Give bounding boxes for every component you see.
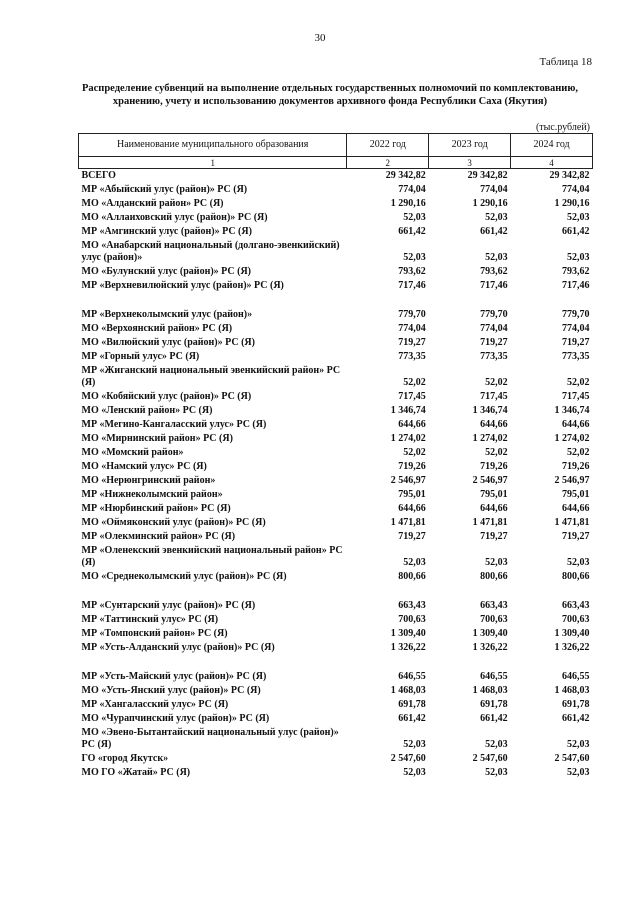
value-2024: 719,26	[562, 461, 590, 472]
value-2024: 29 342,82	[549, 170, 590, 181]
value-2024: 52,02	[567, 447, 590, 458]
value-2024: 52,02	[567, 377, 590, 388]
municipality-name: МО «Момский район»	[81, 447, 184, 458]
value-2023: 2 546,97	[472, 475, 508, 486]
value-2024: 774,04	[562, 323, 590, 334]
value-2022: 1 326,22	[390, 642, 426, 653]
municipality-name: МО «Нерюнгринский район»	[81, 475, 216, 486]
value-2024: 661,42	[562, 713, 590, 724]
value-2024: 52,03	[567, 767, 590, 778]
value-2023: 52,02	[485, 377, 508, 388]
value-2023: 779,70	[480, 309, 508, 320]
value-2024: 773,35	[562, 351, 590, 362]
column-number: 3	[429, 157, 511, 169]
municipality-name: МО «Вилюйский улус (район)» РС (Я)	[81, 337, 255, 348]
table-row	[79, 488, 593, 502]
value-2023: 644,66	[480, 503, 508, 514]
value-2022: 779,70	[398, 309, 426, 320]
value-2024: 1 309,40	[554, 628, 590, 639]
municipality-name: МО «Эвено-Бытантайский национальный улус (район)» РС (Я)	[81, 727, 339, 750]
table-row	[79, 698, 593, 712]
municipality-name: МО «Ленский район» РС (Я)	[81, 405, 213, 416]
table-row	[79, 404, 593, 418]
municipality-name: МР «Нюрбинский район» РС (Я)	[81, 503, 231, 514]
municipality-name: МР «Усть-Майский улус (район)» РС (Я)	[81, 671, 267, 682]
value-2023: 1 274,02	[472, 433, 508, 444]
municipality-name: МО «Верхоянский район» РС (Я)	[81, 323, 233, 334]
value-2023: 663,43	[480, 600, 508, 611]
value-2023: 691,78	[480, 699, 508, 710]
value-2023: 661,42	[480, 713, 508, 724]
value-2024: 52,03	[567, 212, 590, 223]
value-2022: 644,66	[398, 419, 426, 430]
value-2022: 774,04	[398, 184, 426, 195]
value-2024: 795,01	[562, 489, 590, 500]
table-row	[79, 613, 593, 627]
value-2023: 774,04	[480, 323, 508, 334]
value-2023: 717,45	[480, 391, 508, 402]
value-2022: 661,42	[398, 226, 426, 237]
value-2022: 52,03	[403, 557, 426, 568]
header-name: Наименование муниципального образования	[79, 134, 347, 157]
spacer-cell	[79, 655, 593, 670]
value-2024: 2 546,97	[554, 475, 590, 486]
value-2023: 700,63	[480, 614, 508, 625]
value-2023: 1 290,16	[472, 198, 508, 209]
municipality-name: МР «Амгинский улус (район)» РС (Я)	[81, 226, 252, 237]
municipality-name: МР «Абыйский улус (район)» РС (Я)	[81, 184, 248, 195]
municipality-name: МР «Жиганский национальный эвенкийский район» РС (Я)	[81, 365, 341, 388]
value-2022: 1 309,40	[390, 628, 426, 639]
municipality-name: МО «Аллаиховский улус (район)» РС (Я)	[81, 212, 268, 223]
value-2023: 719,26	[480, 461, 508, 472]
value-2022: 1 290,16	[390, 198, 426, 209]
value-2023: 661,42	[480, 226, 508, 237]
value-2022: 719,26	[398, 461, 426, 472]
municipality-name: МР «Нижнеколымский район»	[81, 489, 223, 500]
value-2022: 52,03	[403, 252, 426, 263]
value-2022: 795,01	[398, 489, 426, 500]
municipality-name: МР «Горный улус» РС (Я)	[81, 351, 200, 362]
value-2022: 52,03	[403, 767, 426, 778]
value-2023: 646,55	[480, 671, 508, 682]
table-row	[79, 474, 593, 488]
value-2023: 1 346,74	[472, 405, 508, 416]
value-2022: 1 346,74	[390, 405, 426, 416]
value-2024: 52,03	[567, 739, 590, 750]
value-2022: 52,03	[403, 212, 426, 223]
value-2024: 691,78	[562, 699, 590, 710]
value-2022: 700,63	[398, 614, 426, 625]
spacer-row	[79, 584, 593, 599]
value-2023: 52,03	[485, 557, 508, 568]
value-2022: 1 468,03	[390, 685, 426, 696]
table-row	[79, 516, 593, 530]
value-2024: 793,62	[562, 266, 590, 277]
spacer-row	[79, 655, 593, 670]
value-2024: 1 326,22	[554, 642, 590, 653]
value-2023: 1 468,03	[472, 685, 508, 696]
value-2024: 719,27	[562, 531, 590, 542]
value-2022: 793,62	[398, 266, 426, 277]
municipality-name: МР «Усть-Алданский улус (район)» РС (Я)	[81, 642, 275, 653]
subsidy-table	[78, 133, 593, 780]
table-row	[79, 599, 593, 613]
value-2024: 2 547,60	[554, 753, 590, 764]
header-2024: 2024 год	[511, 134, 593, 157]
table-row	[79, 183, 593, 197]
municipality-name: МО «Среднеколымский улус (район)» РС (Я)	[81, 571, 287, 582]
value-2022: 717,46	[398, 280, 426, 291]
value-2024: 717,45	[562, 391, 590, 402]
municipality-name: МО «Алданский район» РС (Я)	[81, 198, 224, 209]
header-2023: 2023 год	[429, 134, 511, 157]
table-row	[79, 460, 593, 474]
spacer-cell	[79, 293, 593, 308]
value-2024: 779,70	[562, 309, 590, 320]
table-row	[79, 322, 593, 336]
municipality-name: МР «Верхневилюйский улус (район)» РС (Я)	[81, 280, 284, 291]
municipality-name: ВСЕГО	[81, 170, 116, 181]
table-row	[79, 197, 593, 211]
value-2023: 52,03	[485, 739, 508, 750]
column-number: 4	[511, 157, 593, 169]
value-2022: 661,42	[398, 713, 426, 724]
value-2024: 1 346,74	[554, 405, 590, 416]
municipality-name: МР «Оленекский эвенкийский национальный район» РС (Я)	[81, 545, 343, 568]
value-2023: 795,01	[480, 489, 508, 500]
table-body	[79, 169, 593, 781]
value-2022: 644,66	[398, 503, 426, 514]
municipality-name: МО «Булунский улус (район)» РС (Я)	[81, 266, 251, 277]
table-label: Таблица 18	[539, 56, 592, 68]
value-2022: 717,45	[398, 391, 426, 402]
value-2022: 774,04	[398, 323, 426, 334]
table-row	[79, 211, 593, 225]
value-2022: 29 342,82	[385, 170, 426, 181]
municipality-name: МО «Усть-Янский улус (район)» РС (Я)	[81, 685, 261, 696]
value-2023: 52,03	[485, 212, 508, 223]
table-row	[79, 418, 593, 432]
value-2022: 52,03	[403, 739, 426, 750]
municipality-name: ГО «город Якутск»	[81, 753, 169, 764]
value-2024: 1 471,81	[554, 517, 590, 528]
municipality-name: МО «Анабарский национальный (долгано-эвенкийский) улус (район)»	[81, 240, 340, 263]
value-2023: 2 547,60	[472, 753, 508, 764]
spacer-cell	[79, 584, 593, 599]
table-row	[79, 684, 593, 698]
municipality-name: МР «Верхнеколымский улус (район)»	[81, 309, 253, 320]
table-row	[79, 726, 593, 752]
value-2023: 800,66	[480, 571, 508, 582]
value-2023: 1 471,81	[472, 517, 508, 528]
value-2023: 773,35	[480, 351, 508, 362]
value-2024: 1 274,02	[554, 433, 590, 444]
value-2023: 793,62	[480, 266, 508, 277]
table-row	[79, 239, 593, 265]
municipality-name: МО «Мирнинский район» РС (Я)	[81, 433, 233, 444]
value-2023: 719,27	[480, 337, 508, 348]
value-2022: 646,55	[398, 671, 426, 682]
value-2023: 1 326,22	[472, 642, 508, 653]
value-2022: 800,66	[398, 571, 426, 582]
municipality-name: МР «Томпонский район» РС (Я)	[81, 628, 228, 639]
table-row	[79, 670, 593, 684]
value-2024: 663,43	[562, 600, 590, 611]
value-2022: 773,35	[398, 351, 426, 362]
table-row	[79, 336, 593, 350]
value-2023: 52,03	[485, 767, 508, 778]
table-row	[79, 350, 593, 364]
municipality-name: МО «Кобяйский улус (район)» РС (Я)	[81, 391, 252, 402]
value-2022: 1 471,81	[390, 517, 426, 528]
table-row	[79, 544, 593, 570]
units-label: (тыс.рублей)	[535, 122, 590, 133]
value-2024: 644,66	[562, 503, 590, 514]
table-row	[79, 570, 593, 584]
spacer-row	[79, 293, 593, 308]
title-line-2: хранению, учету и использованию документов архивного фонда Республики Саха (Якутия)	[112, 96, 548, 107]
value-2023: 774,04	[480, 184, 508, 195]
value-2023: 719,27	[480, 531, 508, 542]
value-2022: 691,78	[398, 699, 426, 710]
value-2024: 700,63	[562, 614, 590, 625]
value-2022: 1 274,02	[390, 433, 426, 444]
table-row	[79, 265, 593, 279]
municipality-name: МР «Сунтарский улус (район)» РС (Я)	[81, 600, 256, 611]
table-row	[79, 712, 593, 726]
header-2022: 2022 год	[347, 134, 429, 157]
value-2023: 29 342,82	[467, 170, 508, 181]
table-row	[79, 766, 593, 780]
value-2024: 1 468,03	[554, 685, 590, 696]
value-2023: 717,46	[480, 280, 508, 291]
table-row	[79, 364, 593, 390]
table-row	[79, 432, 593, 446]
value-2022: 2 547,60	[390, 753, 426, 764]
title-line-1: Распределение субвенций на выполнение отдельных государственных полномочий по комплектованию,	[81, 83, 579, 94]
page-number: 30	[314, 32, 326, 44]
header-row	[79, 134, 593, 157]
value-2024: 774,04	[562, 184, 590, 195]
municipality-name: МР «Таттинский улус» РС (Я)	[81, 614, 219, 625]
table-row	[79, 390, 593, 404]
column-number-row	[79, 157, 593, 169]
value-2024: 52,03	[567, 557, 590, 568]
municipality-name: МО «Намский улус» РС (Я)	[81, 461, 207, 472]
value-2023: 1 309,40	[472, 628, 508, 639]
value-2024: 646,55	[562, 671, 590, 682]
value-2024: 661,42	[562, 226, 590, 237]
value-2024: 1 290,16	[554, 198, 590, 209]
table-row	[79, 752, 593, 766]
value-2023: 644,66	[480, 419, 508, 430]
table-row	[79, 308, 593, 322]
value-2024: 719,27	[562, 337, 590, 348]
value-2024: 717,46	[562, 280, 590, 291]
value-2023: 52,02	[485, 447, 508, 458]
value-2023: 52,03	[485, 252, 508, 263]
column-number: 2	[347, 157, 429, 169]
column-number: 1	[79, 157, 347, 169]
table-row	[79, 225, 593, 239]
table-row	[79, 446, 593, 460]
table-row	[79, 279, 593, 293]
table-row	[79, 641, 593, 655]
value-2022: 719,27	[398, 337, 426, 348]
value-2024: 644,66	[562, 419, 590, 430]
value-2022: 52,02	[403, 377, 426, 388]
municipality-name: МР «Хангаласский улус» РС (Я)	[81, 699, 229, 710]
total-row	[79, 169, 593, 184]
municipality-name: МО ГО «Жатай» РС (Я)	[81, 767, 191, 778]
value-2024: 800,66	[562, 571, 590, 582]
value-2024: 52,03	[567, 252, 590, 263]
table-row	[79, 502, 593, 516]
municipality-name: МО «Оймяконский улус (район)» РС (Я)	[81, 517, 266, 528]
table-title	[70, 82, 590, 108]
municipality-name: МР «Олекминский район» РС (Я)	[81, 531, 236, 542]
value-2022: 663,43	[398, 600, 426, 611]
municipality-name: МР «Мегино-Кангаласский улус» РС (Я)	[81, 419, 267, 430]
value-2022: 52,02	[403, 447, 426, 458]
table-row	[79, 530, 593, 544]
value-2022: 2 546,97	[390, 475, 426, 486]
table-row	[79, 627, 593, 641]
value-2022: 719,27	[398, 531, 426, 542]
municipality-name: МО «Чурапчинский улус (район)» РС (Я)	[81, 713, 270, 724]
